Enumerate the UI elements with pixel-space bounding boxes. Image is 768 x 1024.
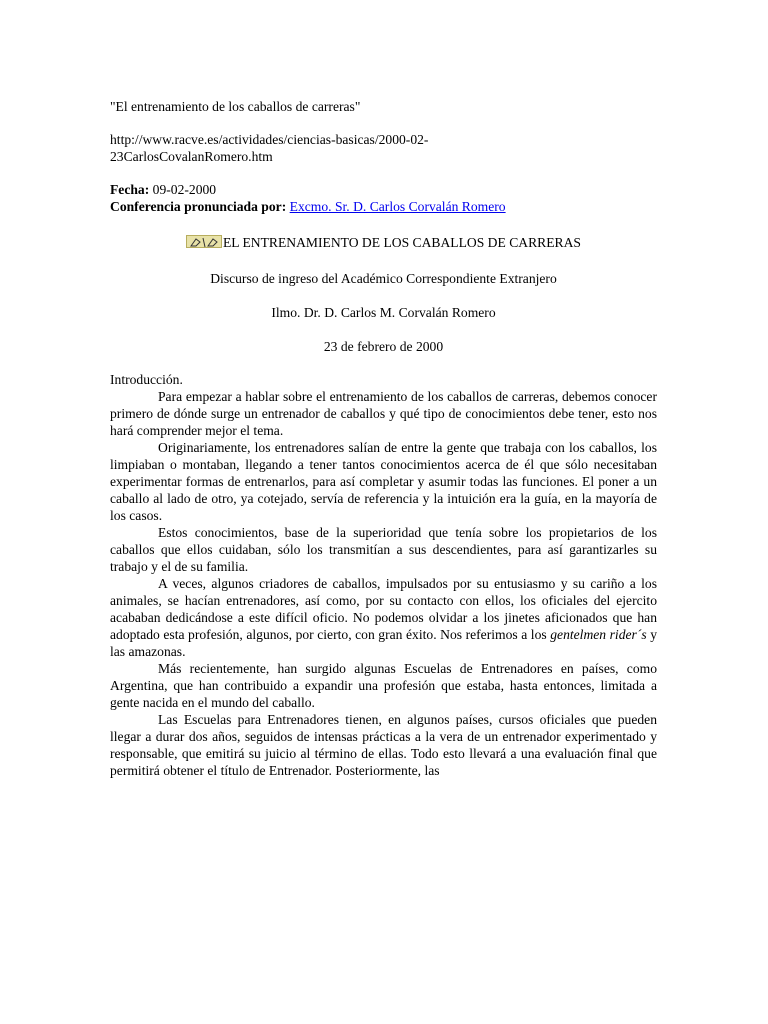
document-title-quote: "El entrenamiento de los caballos de carreras" xyxy=(110,99,361,114)
source-url-line1: http://www.racve.es/actividades/ciencias-basicas/2000-02- xyxy=(110,132,429,147)
author-line: Ilmo. Dr. D. Carlos M. Corvalán Romero xyxy=(271,305,496,320)
paragraph-6: Las Escuelas para Entrenadores tienen, en algunos países, cursos oficiales que pueden llegar a durar dos años, seguidos de intensas prácticas a la vera de un entrenador experimentado y responsable, que emitirá su juicio al término de ellas. Todo esto llevará a una evaluación final que permitirá obtener el título de Entrenador. Posteriormente, las xyxy=(110,712,657,778)
intro-heading: Introducción. xyxy=(110,372,183,387)
paragraph-1: Para empezar a hablar sobre el entrenamiento de los caballos de carreras, debemos conocer primero de dónde surge un entrenador de caballos y qué tipo de conocimientos debe tener, esto nos hará comprender mejor el tema. xyxy=(110,389,657,438)
speaker-link[interactable]: Excmo. Sr. D. Carlos Corvalán Romero xyxy=(289,199,506,214)
main-title-text: EL ENTRENAMIENTO DE LOS CABALLOS DE CARRERAS xyxy=(223,235,581,250)
document-page xyxy=(110,98,657,779)
paragraph-4-text: A veces, algunos criadores de caballos, impulsados por su entusiasmo y su cariño a los animales, se hacían entrenadores, así como, por su contacto con ellos, los oficiales del ejercito acababan dedicándose a este difícil oficio. No podemos olvidar a los jinetes aficionados que han adoptado esta profesión, algunos, por cierto, con gran éxito. Nos referimos a los xyxy=(110,576,657,642)
decorative-emblem-icon xyxy=(186,235,222,248)
paragraph-2: Originariamente, los entrenadores salían de entre la gente que trabaja con los caballos, los limpiaban o montaban, llegando a tener tantos conocimientos acerca de él que sólo necesitaban experimentar formas de entrenarlos, para así completar y asumir todas las funciones. El poner a un caballo al lado de otro, ya cotejado, servía de referencia y la intuición era la guía, en la mayoría de los casos. xyxy=(110,440,657,523)
source-url-line2: 23CarlosCovalanRomero.htm xyxy=(110,149,273,164)
subtitle: Discurso de ingreso del Académico Correspondiente Extranjero xyxy=(210,271,557,286)
source-url xyxy=(110,131,657,165)
main-title xyxy=(110,234,657,251)
paragraph-3: Estos conocimientos, base de la superioridad que tenía sobre los propietarios de los caballos que ellos cuidaban, sólo los transmitían a sus descendientes, para así garantizarles su trabajo y el de su familia. xyxy=(110,525,657,574)
paragraph-4 xyxy=(110,575,657,660)
paragraph-4-end: y las amazonas. xyxy=(110,627,658,659)
fecha-label: Fecha: xyxy=(110,182,150,197)
fecha-value: 09-02-2000 xyxy=(152,182,217,197)
conferencia-label: Conferencia pronunciada por: xyxy=(110,199,287,214)
speech-date: 23 de febrero de 2000 xyxy=(323,339,444,354)
meta-block xyxy=(110,181,657,215)
paragraph-5: Más recientemente, han surgido algunas Escuelas de Entrenadores en países, como Argentina, que han contribuido a expandir una profesión que estaba, hasta entonces, limitada a gente nacida en el mundo del caballo. xyxy=(110,661,657,710)
paragraph-4-italic: gentelmen rider´s xyxy=(550,627,647,642)
